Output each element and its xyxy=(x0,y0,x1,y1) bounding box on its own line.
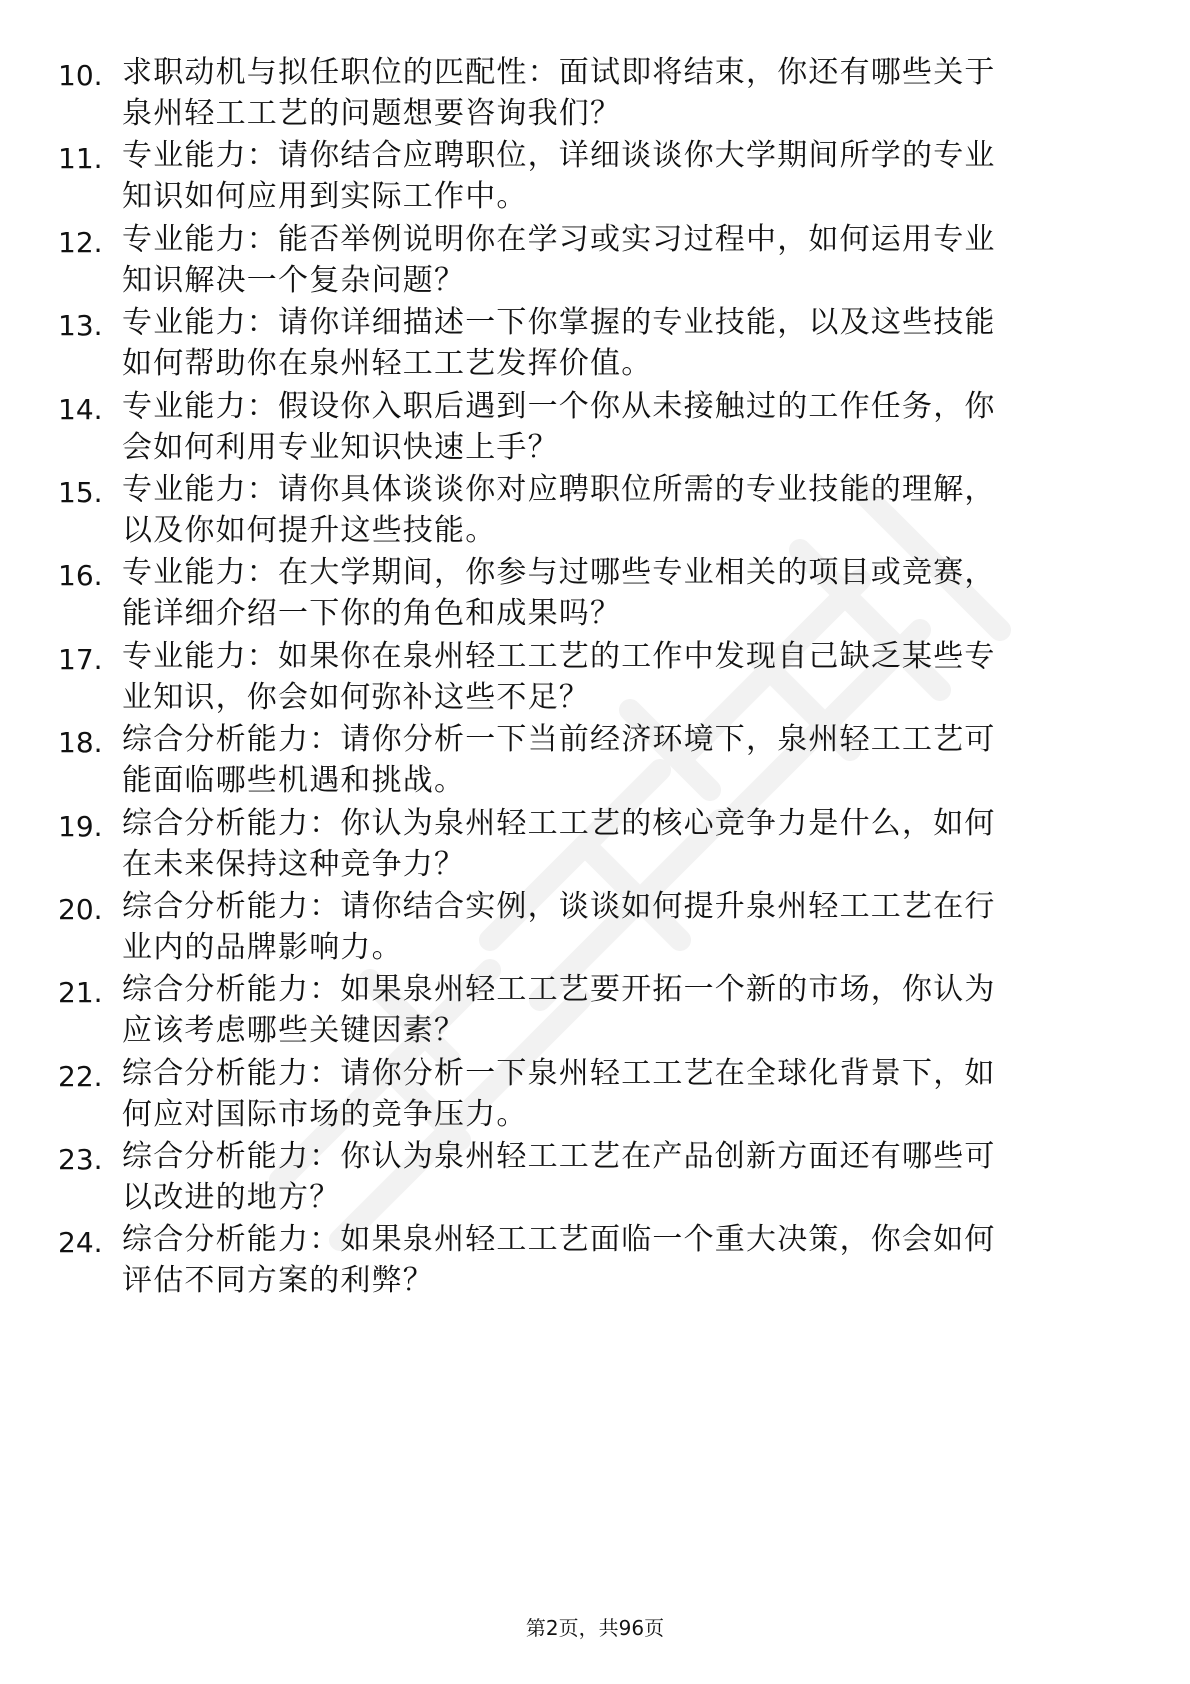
question-item xyxy=(58,803,1118,886)
question-item xyxy=(58,969,1118,1052)
question-number: 17. xyxy=(58,642,103,676)
question-text xyxy=(122,886,1172,968)
question-item xyxy=(58,1053,1118,1136)
question-item xyxy=(58,636,1118,719)
question-text-line: 应该考虑哪些关键因素？ xyxy=(122,1013,466,1049)
question-item xyxy=(58,52,1118,135)
question-text-line: 知识解决一个复杂问题？ xyxy=(122,262,466,298)
question-number: 13. xyxy=(58,309,103,343)
question-item xyxy=(58,1219,1118,1302)
question-text-line: 综合分析能力：如果泉州轻工工艺要开拓一个新的市场，你认为 xyxy=(122,972,996,1008)
question-text-line: 求职动机与拟任职位的匹配性：面试即将结束，你还有哪些关于 xyxy=(122,55,996,90)
question-number: 16. xyxy=(58,559,103,593)
question-text-line: 专业能力：请你具体谈谈你对应聘职位所需的专业技能的理解， xyxy=(122,471,996,507)
question-text-line: 综合分析能力：请你分析一下泉州轻工工艺在全球化背景下，如 xyxy=(122,1055,996,1091)
question-text-line: 专业能力：请你详细描述一下你掌握的专业技能，以及这些技能 xyxy=(122,305,996,341)
question-text xyxy=(122,552,1172,634)
question-text-line: 业知识，你会如何弥补这些不足？ xyxy=(122,679,590,715)
page-footer xyxy=(0,1614,1190,1642)
question-text xyxy=(122,1053,1172,1135)
question-text xyxy=(122,969,1172,1051)
question-text-line: 综合分析能力：你认为泉州轻工工艺的核心竞争力是什么，如何 xyxy=(122,805,996,841)
question-text xyxy=(122,636,1172,718)
question-number: 20. xyxy=(58,892,103,926)
question-text-line: 如何帮助你在泉州轻工工艺发挥价值。 xyxy=(122,346,653,382)
question-text-line: 综合分析能力：你认为泉州轻工工艺在产品创新方面还有哪些可 xyxy=(122,1139,996,1175)
question-text-line: 专业能力：如果你在泉州轻工工艺的工作中发现自己缺乏某些专 xyxy=(122,638,996,674)
question-text-line: 综合分析能力：请你分析一下当前经济环境下，泉州轻工工艺可 xyxy=(122,722,996,758)
question-text-line: 能面临哪些机遇和挑战。 xyxy=(122,763,466,799)
question-number: 21. xyxy=(58,976,103,1010)
question-text xyxy=(122,719,1172,801)
question-text-line: 综合分析能力：请你结合实例，谈谈如何提升泉州轻工工艺在行 xyxy=(122,888,996,924)
question-text-line: 泉州轻工工艺的问题想要咨询我们？ xyxy=(122,96,622,131)
question-item xyxy=(58,135,1118,218)
question-item xyxy=(58,719,1118,802)
question-number: 11. xyxy=(58,142,103,176)
question-item xyxy=(58,1136,1118,1219)
question-text-line: 专业能力：假设你入职后遇到一个你从未接触过的工作任务，你 xyxy=(122,388,996,424)
question-text-line: 以改进的地方？ xyxy=(122,1180,341,1216)
question-text-line: 业内的品牌影响力。 xyxy=(122,929,403,965)
question-text-line: 在未来保持这种竞争力？ xyxy=(122,846,466,882)
question-number: 12. xyxy=(58,225,103,259)
question-text xyxy=(122,52,1172,134)
question-item xyxy=(58,552,1118,635)
question-number: 15. xyxy=(58,475,103,509)
question-text-line: 何应对国际市场的竞争压力。 xyxy=(122,1096,528,1132)
question-text-line: 专业能力：能否举例说明你在学习或实习过程中，如何运用专业 xyxy=(122,221,996,257)
question-text xyxy=(122,302,1172,384)
question-text-line: 综合分析能力：如果泉州轻工工艺面临一个重大决策，你会如何 xyxy=(122,1222,996,1258)
page-number-label: 第2页，共96页 xyxy=(525,1616,665,1640)
question-number: 10. xyxy=(58,59,103,92)
question-number: 23. xyxy=(58,1143,103,1177)
question-text xyxy=(122,386,1172,468)
question-text xyxy=(122,803,1172,885)
question-item xyxy=(58,469,1118,552)
question-text-line: 评估不同方案的利弊？ xyxy=(122,1263,434,1299)
question-list xyxy=(58,52,1118,1303)
question-text xyxy=(122,1219,1172,1301)
question-item xyxy=(58,886,1118,969)
question-item xyxy=(58,219,1118,302)
question-item xyxy=(58,302,1118,385)
question-number: 19. xyxy=(58,809,103,843)
question-text xyxy=(122,219,1172,301)
question-text xyxy=(122,1136,1172,1218)
question-text-line: 专业能力：请你结合应聘职位，详细谈谈你大学期间所学的专业 xyxy=(122,138,996,174)
question-text xyxy=(122,135,1172,217)
question-number: 22. xyxy=(58,1059,103,1093)
question-text-line: 会如何利用专业知识快速上手？ xyxy=(122,429,559,465)
question-item xyxy=(58,386,1118,469)
question-number: 24. xyxy=(58,1226,103,1260)
question-number: 14. xyxy=(58,392,103,426)
question-text-line: 能详细介绍一下你的角色和成果吗？ xyxy=(122,596,622,632)
question-text xyxy=(122,469,1172,551)
question-text-line: 以及你如何提升这些技能。 xyxy=(122,512,497,548)
question-text-line: 知识如何应用到实际工作中。 xyxy=(122,179,528,215)
question-number: 18. xyxy=(58,726,103,760)
question-text-line: 专业能力：在大学期间，你参与过哪些专业相关的项目或竞赛， xyxy=(122,555,996,591)
